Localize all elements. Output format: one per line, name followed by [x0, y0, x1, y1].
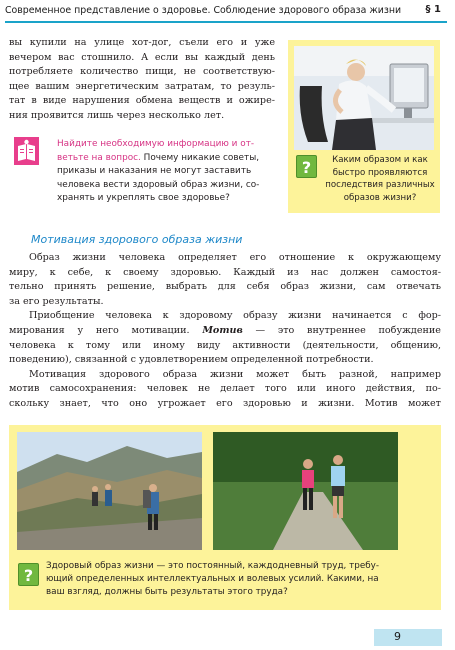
text-line: человека к тому или иному виду активности (деятельности, общению, [9, 339, 441, 351]
hiking-photo [17, 432, 202, 550]
side-question-text [325, 154, 435, 204]
text-line: Мотивация здорового образа жизни может быть разной, например [29, 368, 441, 380]
question-line: Здоровый образ жизни — это постоянный, каждодневный труд, требу- [46, 561, 380, 571]
question-icon: ? [18, 563, 39, 586]
text-line: вы купили на улице хот-дог, съели его и уже [9, 37, 275, 48]
task-question: Почему никакие советы, [140, 152, 260, 163]
page-header [0, 0, 455, 24]
term-motiv: Мотив [202, 324, 243, 336]
question-line: последствия различных [325, 180, 435, 190]
question-line: образов жизни? [343, 192, 417, 203]
jogging-photo [213, 432, 398, 550]
text-line: Образ жизни человека определяет его отношение к окружающему [29, 252, 441, 263]
task-line: хранять и укреплять свое здоровье? [57, 193, 230, 204]
text-line: ния проявится лишь через несколько лет. [9, 109, 225, 121]
office-back-pain-photo [294, 46, 434, 150]
text-line: мирования у него мотивации. Мотив — это внутреннее побуждение [9, 324, 441, 336]
question-line: быстро проявляются [332, 167, 428, 178]
text-line: скольку знает, что оно угрожает его здоровью и жизни. Мотив может [9, 397, 441, 409]
text-line: потребляете количество пищи, не соответствую- [9, 66, 275, 78]
task-highlight: Найдите необходимую информацию и от- [57, 139, 255, 149]
body-text [9, 251, 441, 412]
question-line: ющий определенных интеллектуальных и волевых усилий. Какими, на [46, 574, 379, 585]
intro-paragraph [9, 36, 275, 124]
text-line: миру, к себе, к своему здоровью. Каждый из нас должен самостоя- [9, 266, 441, 278]
text-line: тельно принять решение, выбрать для себя образ жизни, сам отвечать [9, 281, 441, 293]
task-highlight: ветьте на вопрос. [57, 152, 141, 163]
book-task-icon [14, 137, 39, 165]
section-heading: Мотивация здорового образа жизни [31, 233, 243, 246]
bottom-question-text [46, 560, 431, 600]
page-number-box [374, 629, 442, 646]
text-line: вечером вас стошнило. А если вы каждый день [9, 51, 275, 63]
question-icon: ? [296, 155, 317, 178]
task-block [57, 138, 272, 206]
running-title: Современное представление о здоровье. Соблюдение здорового образа жизни [5, 5, 402, 16]
text-line: мотив самосохранения: человек не делает того или иного действия, по- [9, 383, 441, 395]
task-line: приказы и наказания не могут заставить [57, 166, 252, 177]
side-question-icon-wrap [296, 155, 317, 178]
question-line: ваш взгляд, должны быть результаты этого труда? [46, 587, 288, 598]
text-line: поведению), связанной с удовлетворением определенной потребности. [9, 354, 374, 366]
question-line: Каким образом и как [332, 155, 428, 165]
section-number: § 1 [425, 4, 441, 15]
bottom-question-icon-wrap [18, 563, 39, 586]
text-line: за его результаты. [9, 295, 104, 307]
header-rule [5, 21, 447, 23]
text-line: тат в виде нарушения обмена веществ и ожире- [9, 95, 275, 107]
page-number: 9 [394, 630, 401, 643]
text-line: Приобщение человека к здоровому образу жизни начинается с фор- [29, 310, 441, 322]
text-line: щее вашим энергетическим затратам, то резуль- [9, 80, 275, 92]
task-line: человека вести здоровый образ жизни, со- [57, 179, 260, 190]
